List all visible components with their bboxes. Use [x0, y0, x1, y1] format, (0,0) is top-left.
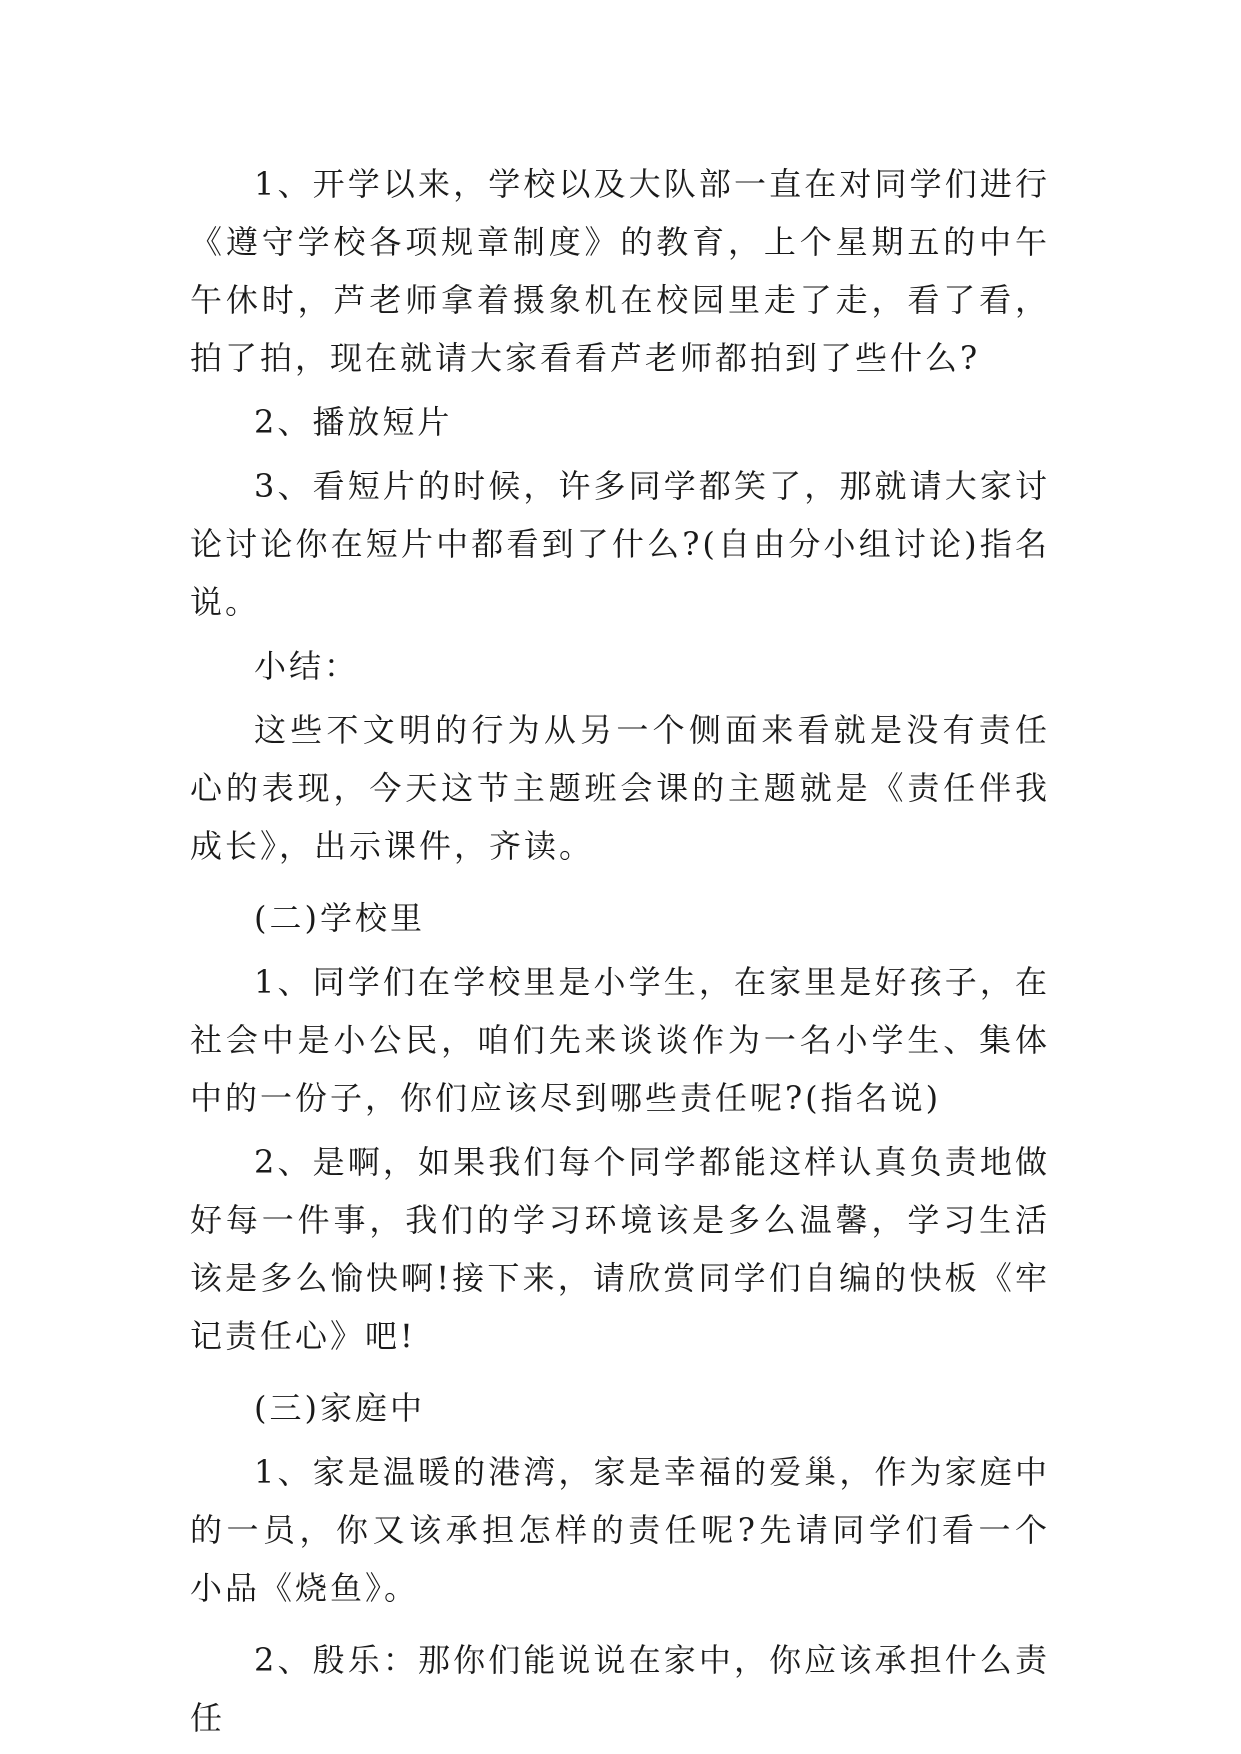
- paragraph-family-2: 2、殷乐：那你们能说说在家中，你应该承担什么责任: [190, 1641, 1050, 1737]
- paragraph-summary: 这些不文明的行为从另一个侧面来看就是没有责任心的表现，今天这节主题班会课的主题就是《责任伴我成长》，出示课件，齐读。: [190, 711, 1050, 865]
- paragraph-school-2: 2、是啊，如果我们每个同学都能这样认真负责地做好每一件事，我们的学习环境该是多么温馨，学习生活该是多么愉快啊!接下来，请欣赏同学们自编的快板《牢记责任心》吧!: [190, 1143, 1050, 1355]
- document-page: [190, 155, 1050, 1753]
- paragraph-1: 1、开学以来，学校以及大队部一直在对同学们进行《遵守学校各项规章制度》的教育，上个星期五的中午午休时，芦老师拿着摄象机在校园里走了走，看了看，拍了拍，现在就请大家看看芦老师都拍到了些什么?: [190, 165, 1050, 377]
- paragraph-2: 2、播放短片: [254, 403, 453, 441]
- paragraph-summary-heading: 小结：: [254, 647, 360, 685]
- section-heading-family: (三)家庭中: [254, 1389, 425, 1427]
- paragraph-school-1: 1、同学们在学校里是小学生，在家里是好孩子，在社会中是小公民，咱们先来谈谈作为一名小学生、集体中的一份子，你们应该尽到哪些责任呢?(指名说): [190, 963, 1050, 1117]
- paragraph-family-1: 1、家是温暖的港湾，家是幸福的爱巢，作为家庭中的一员，你又该承担怎样的责任呢?先请同学们看一个小品《烧鱼》。: [190, 1453, 1050, 1607]
- paragraph-3: 3、看短片的时候，许多同学都笑了，那就请大家讨论讨论你在短片中都看到了什么?(自由分小组讨论)指名说。: [190, 467, 1050, 621]
- section-heading-school: (二)学校里: [254, 899, 425, 937]
